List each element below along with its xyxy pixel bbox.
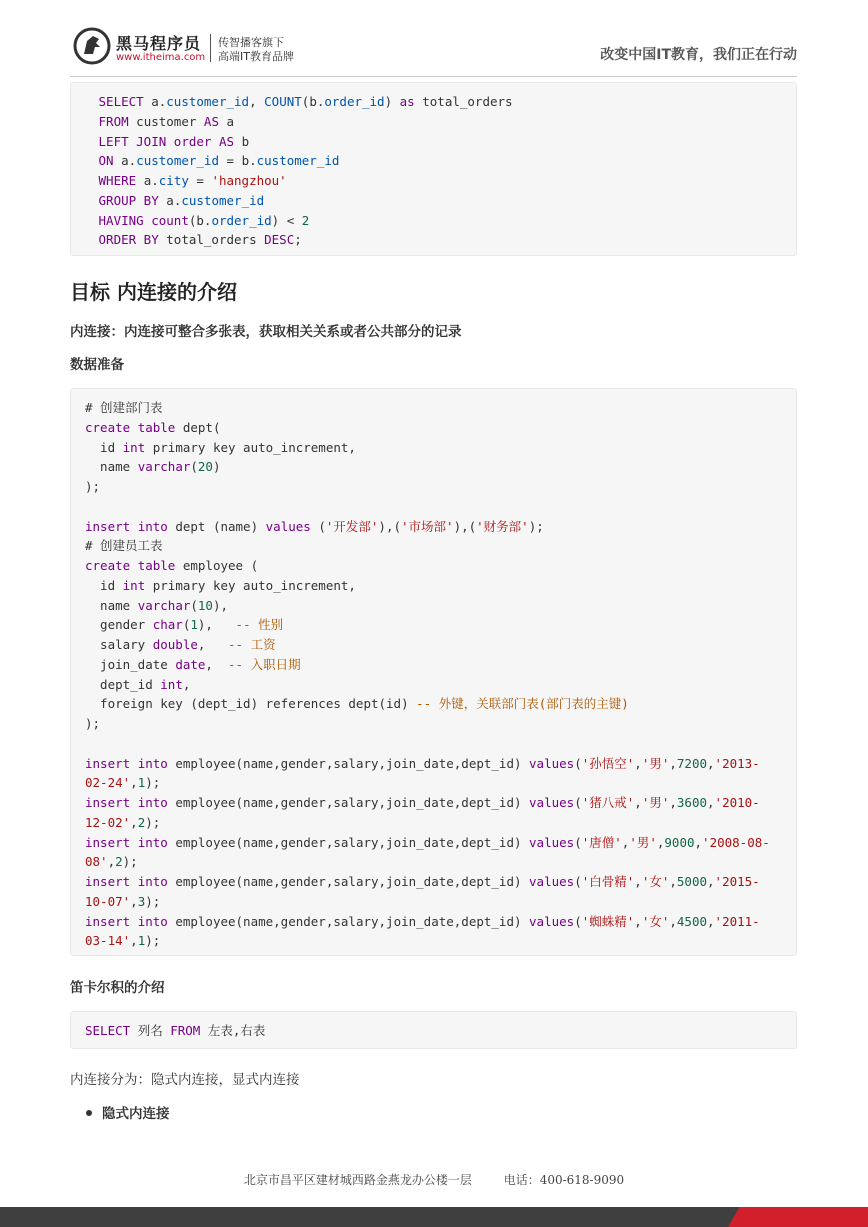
footer-accent — [728, 1207, 868, 1227]
header-slogan: 改变中国IT教育，我们正在行动 — [600, 47, 797, 63]
code-block-setup: # 创建部门表 create table dept( id int primary key auto_increment, name varchar(20) ); insert into dept (name) values ('开发部'),('市场部'),('财务部'); # 创建员工表 create table employee ( id int primary key auto_increment, name varchar(10), gender char(1), -- 性别 salary double, -- 工资 join_date date, -- 入职日期 dept_id int, foreign key (dept_id) references dept(id) -- 外键，关联部门表(部门表的主键) ); insert into employee(name,gender,salary,join_date,dept_id) values('孙悟空','男',7200,'2013- 02-24',1); insert into employee(name,gender,salary,join_date,dept_id) values('猪八戒','男',3600,'2010- 12-02',2); insert into employee(name,gender,salary,join_date,dept_id) values('唐僧','男',9000,'2008-08- 08',2); insert into employee(name,gender,salary,join_date,dept_id) values('白骨精','女',5000,'2015- 10-07',3); insert into employee(name,gender,salary,join_date,dept_id) values('蜘蛛精','女',4500,'2011- 03-14',1); — [70, 388, 797, 956]
list-item — [86, 1102, 170, 1122]
brand-divider — [210, 34, 211, 62]
page-footer — [0, 1171, 868, 1188]
page-header — [70, 22, 797, 77]
footer-address: 北京市昌平区建材城西路金燕龙办公楼一层 — [243, 1173, 472, 1187]
code-block-query: SELECT a.customer_id, COUNT(b.order_id) as total_orders FROM customer AS a LEFT JOIN order AS b ON a.customer_id = b.customer_id WHERE a.city = 'hangzhou' GROUP BY a.customer_id HAVING count(b.order_id) < 2 ORDER BY total_orders DESC; — [70, 82, 797, 256]
brand-subtitle-2: 高端IT教育品牌 — [218, 50, 294, 63]
horse-logo-icon — [73, 27, 111, 65]
section-title: 目标 内连接的介绍 — [70, 280, 237, 304]
inner-join-definition: 内连接：内连接可整合多张表，获取相关关系或者公共部分的记录 — [70, 324, 462, 340]
list-item-label: 隐式内连接 — [102, 1106, 170, 1122]
cartesian-heading: 笛卡尔积的介绍 — [70, 980, 165, 996]
join-types-text: 内连接分为：隐式内连接，显式内连接 — [70, 1072, 300, 1088]
brand-url: www.itheima.com — [116, 52, 206, 63]
brand-name: 黑马程序员 — [116, 34, 202, 53]
brand-subtitle-1: 传智播客旗下 — [218, 36, 284, 49]
data-prep-heading: 数据准备 — [70, 357, 124, 373]
code-block-cartesian: SELECT 列名 FROM 左表,右表 — [70, 1011, 797, 1049]
footer-phone: 电话：400-618-9090 — [503, 1173, 625, 1187]
bullet-icon — [86, 1110, 92, 1116]
